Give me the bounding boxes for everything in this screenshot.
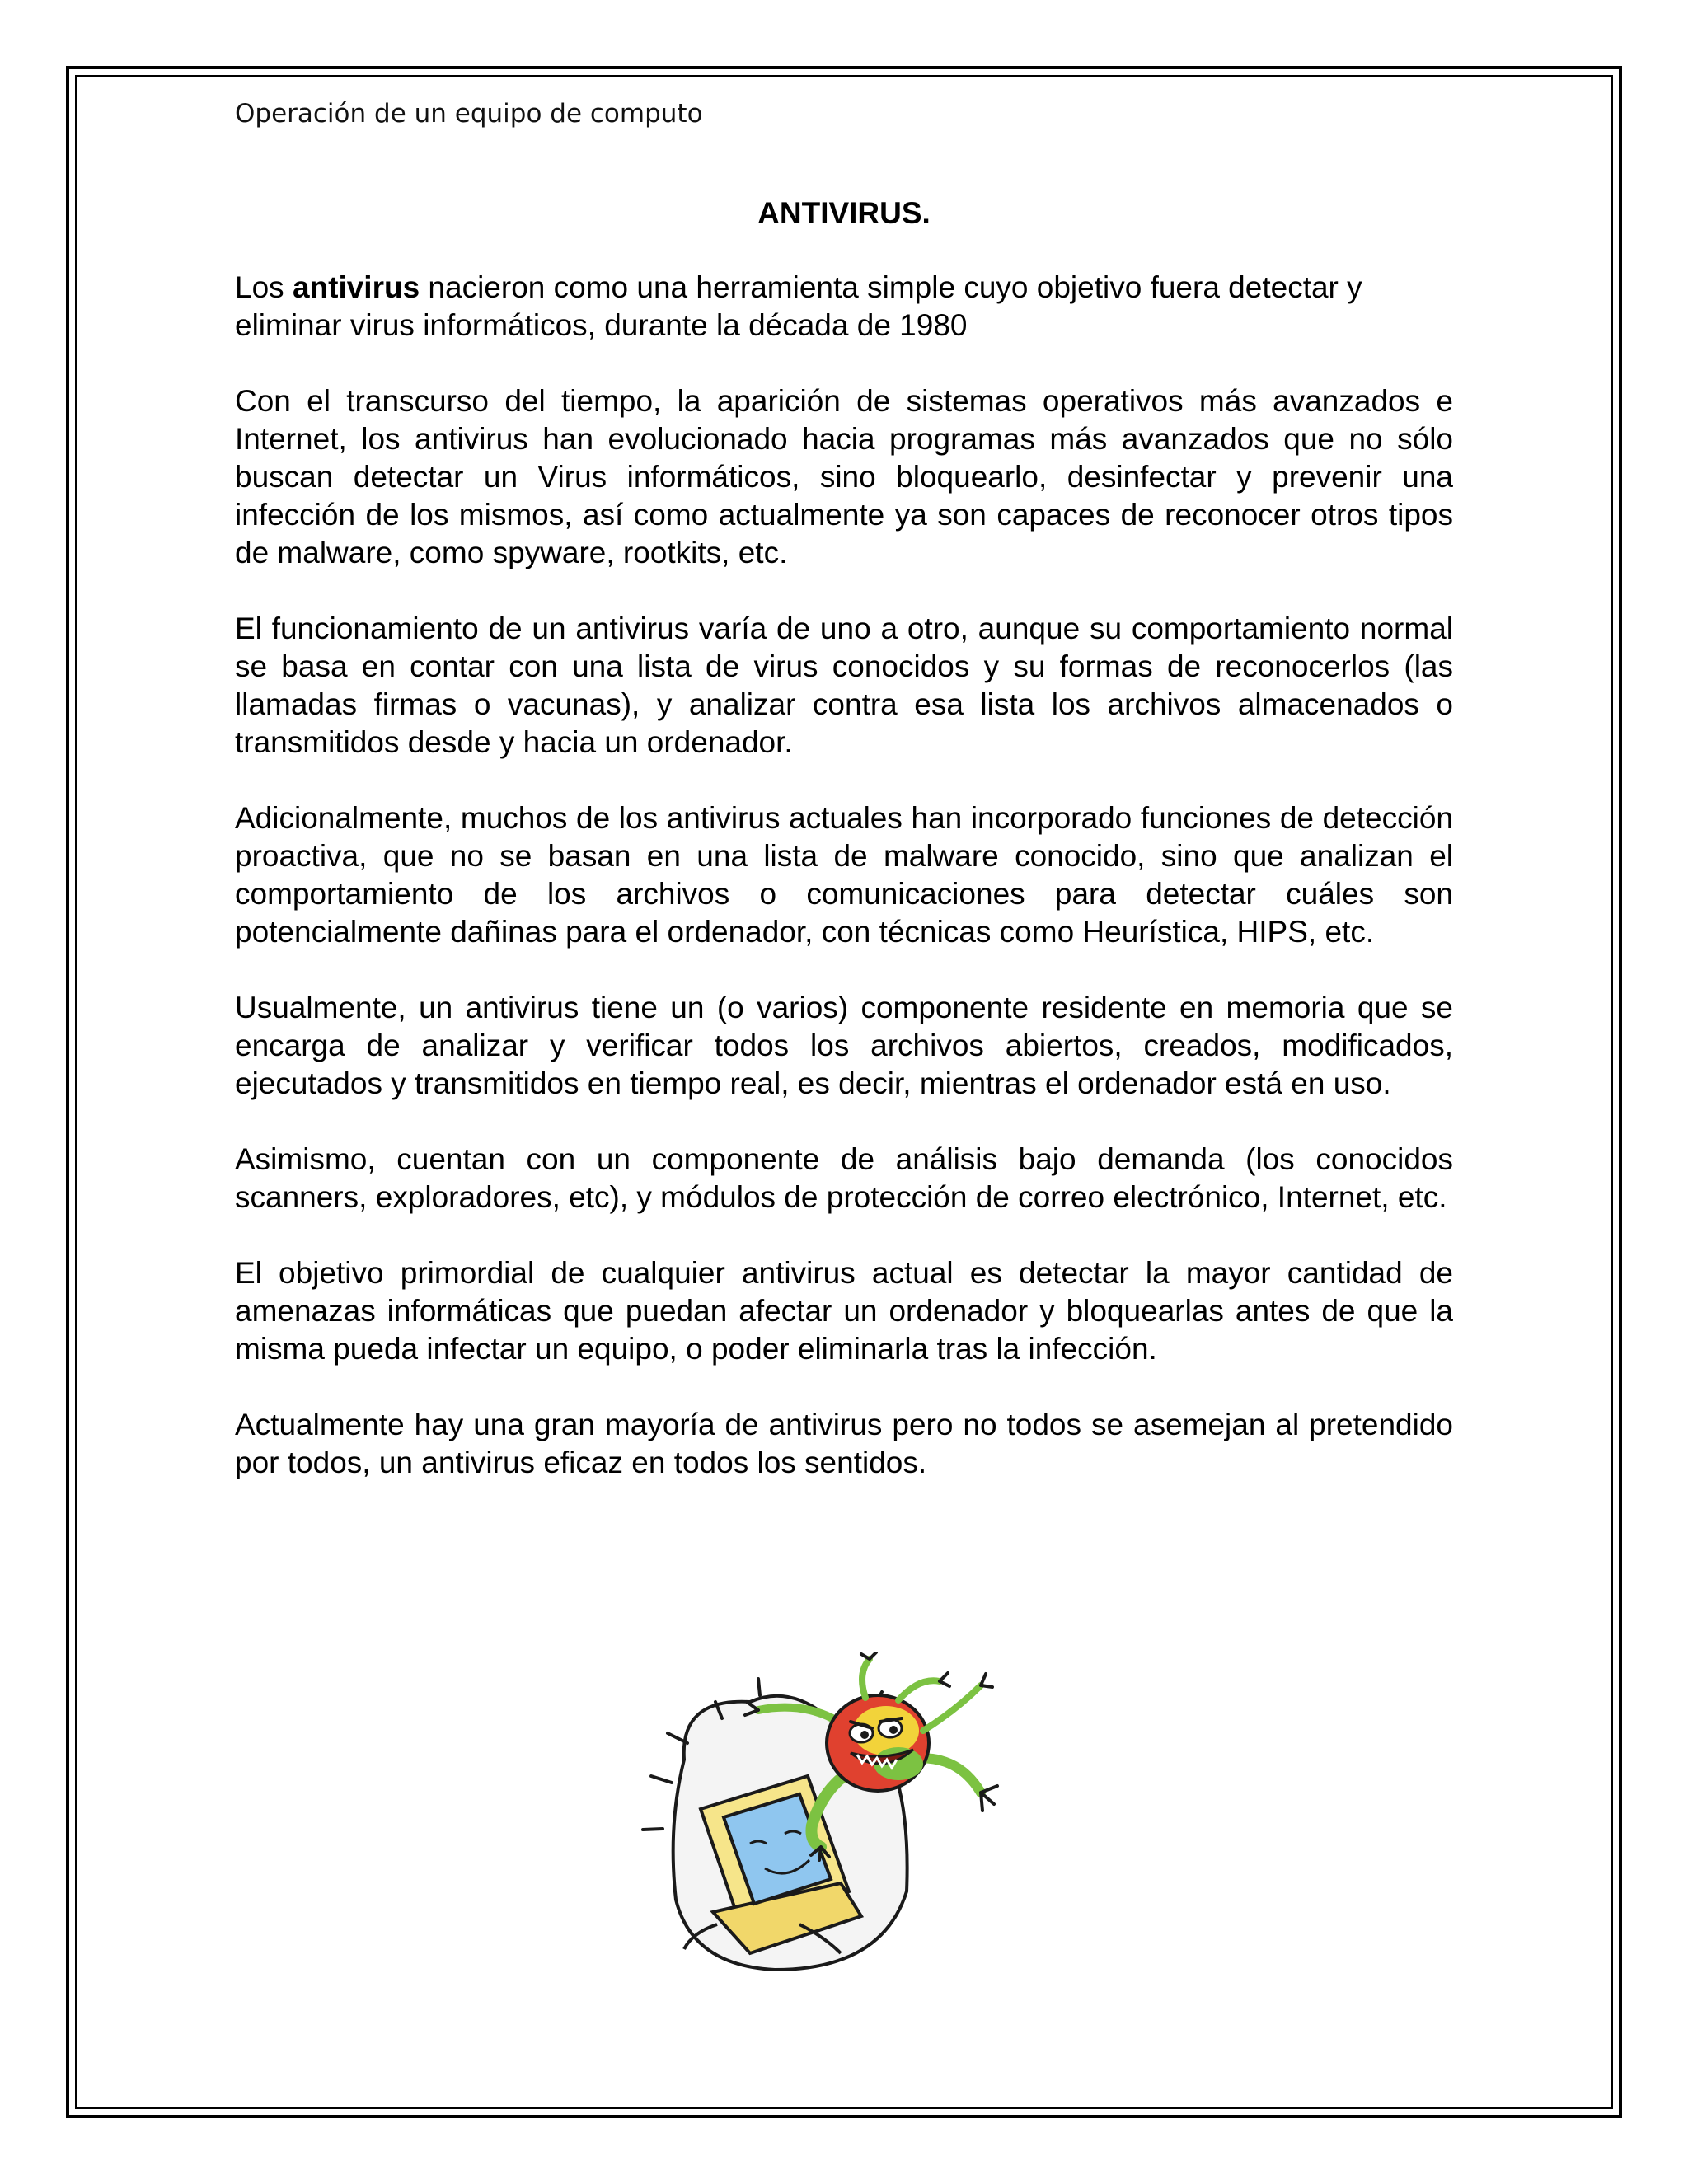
document-body <box>235 269 1453 1520</box>
paragraph-resident: Usualmente, un antivirus tiene un (o varios) componente residente en memoria que se encarga de analizar y verificar todos los archivos abiertos, creados, modificados, ejecutados y transmitidos en tiempo real, es decir, mientras el ordenador está en uso. <box>235 991 1453 1100</box>
running-header: Operación de un equipo de computo <box>235 99 703 129</box>
paragraph-conclusion: Actualmente hay una gran mayoría de antivirus pero no todos se asemejan al pretendido por todos, un antivirus eficaz en todos los sentidos. <box>235 1408 1453 1479</box>
virus-attacking-computer-icon <box>635 1652 1047 1974</box>
paragraph-evolution: Con el transcurso del tiempo, la aparición de sistemas operativos más avanzados e Internet, los antivirus han evolucionado hacia programas más avanzados que no sólo buscan detectar un Virus informáticos, sino bloquearlo, desinfectar y prevenir una infección de los mismos, así como actualmente ya son capaces de reconocer otros tipos de malware, como spyware, rootkits, etc. <box>235 384 1453 569</box>
intro-text-after: nacieron como una herramienta simple cuyo objetivo fuera detectar y eliminar virus informáticos, durante la década de 1980 <box>235 270 1362 342</box>
intro-text-before: Los <box>235 270 293 304</box>
paragraph-proactive: Adicionalmente, muchos de los antivirus actuales han incorporado funciones de detección proactiva, que no se basan en una lista de malware conocido, sino que analizan el comportamiento de los archivos o comunicaciones para detectar cuáles son potencialmente dañinas para el ordenador, con técnicas como Heurística, HIPS, etc. <box>235 801 1453 949</box>
paragraph-functioning: El funcionamiento de un antivirus varía de uno a otro, aunque su comportamiento normal se basa en contar con una lista de virus conocidos y su formas de reconocerlos (las llamadas firmas o vacunas), y analizar contra esa lista los archivos almacenados o transmitidos desde y hacia un ordenador. <box>235 612 1453 759</box>
document-title: ANTIVIRUS. <box>757 196 931 230</box>
intro-bold-term: antivirus <box>292 270 420 304</box>
paragraph-on-demand: Asimismo, cuentan con un componente de análisis bajo demanda (los conocidos scanners, exploradores, etc), y módulos de protección de correo electrónico, Internet, etc. <box>235 1142 1453 1214</box>
intro-paragraph <box>235 269 1453 344</box>
paragraph-objective: El objetivo primordial de cualquier antivirus actual es detectar la mayor cantidad de amenazas informáticas que puedan afectar un ordenador y bloquearlas antes de que la misma pueda infectar un equipo, o poder eliminarla tras la infección. <box>235 1256 1453 1366</box>
